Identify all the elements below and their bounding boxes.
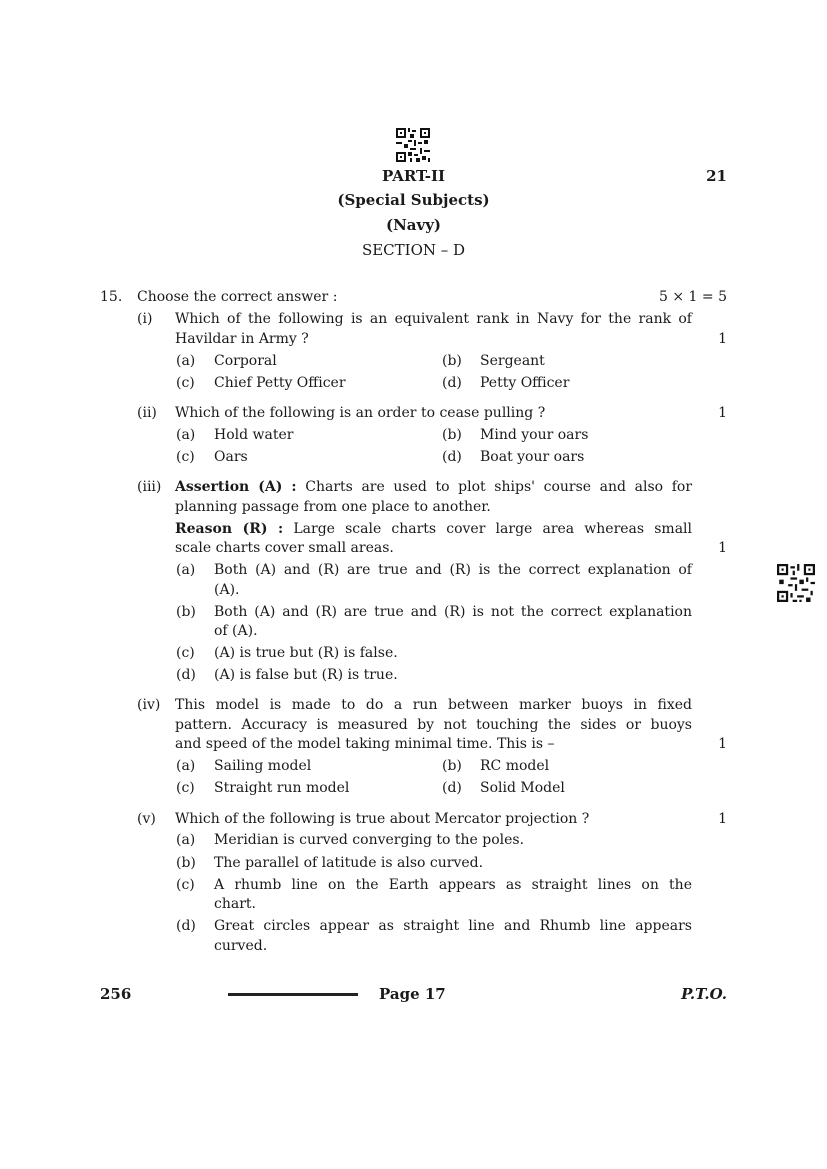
option-text: Straight run model [214, 780, 350, 796]
subquestion-marks: 1 [718, 811, 727, 827]
option-text: Petty Officer [480, 375, 570, 391]
subquestion-marks: 1 [718, 736, 727, 752]
part-title: PART-II [382, 167, 445, 185]
footer-divider [228, 993, 358, 996]
option-text: Hold water [214, 427, 294, 443]
option-label: (d) [442, 780, 462, 796]
option-text: The parallel of latitude is also curved. [214, 855, 484, 871]
subquestion-text: Which of the following is an order to cease pulling ? [175, 405, 546, 421]
option-label: (a) [176, 427, 196, 443]
option-label: (b) [176, 604, 196, 620]
subject-title: (Navy) [385, 216, 442, 234]
option-text: Sergeant [480, 353, 545, 369]
option-text: Solid Model [480, 780, 565, 796]
option-label: (b) [176, 855, 196, 871]
option-label: (d) [442, 449, 462, 465]
option-label: (c) [176, 449, 195, 465]
option-text: Both (A) and (R) are true and (R) is the correct explanation of [214, 562, 692, 578]
option-label: (a) [176, 353, 196, 369]
option-text: Both (A) and (R) are true and (R) is not the correct explanation [214, 604, 692, 620]
option-text: of (A). [214, 623, 258, 639]
option-label: (d) [176, 918, 196, 934]
subquestion-text: Havildar in Army ? [175, 331, 309, 347]
option-text: chart. [214, 896, 256, 912]
option-text: RC model [480, 758, 550, 774]
subquestion-marks: 1 [718, 405, 727, 421]
subquestion-label: (iv) [137, 697, 161, 713]
assertion-text: planning passage from one place to another. [175, 499, 491, 515]
option-text: Mind your oars [480, 427, 589, 443]
option-text: Corporal [214, 353, 277, 369]
option-label: (a) [176, 832, 196, 848]
assertion-text: Assertion (A) : Charts are used to plot ships' course and also for [175, 479, 693, 495]
question-number: 15. [100, 289, 123, 305]
option-label: (a) [176, 562, 196, 578]
option-label: (b) [442, 758, 462, 774]
option-label: (c) [176, 645, 195, 661]
option-text: Sailing model [214, 758, 312, 774]
subquestion-label: (ii) [137, 405, 157, 421]
option-label: (c) [176, 375, 195, 391]
subquestion-label: (iii) [137, 479, 162, 495]
footer-code: 256 [100, 985, 132, 1003]
reason-text: scale charts cover small areas. [175, 540, 394, 556]
option-text: A rhumb line on the Earth appears as straight lines on the [214, 877, 692, 893]
option-text: (A) is true but (R) is false. [214, 645, 398, 661]
option-label: (c) [176, 877, 195, 893]
option-text: Great circles appear as straight line and Rhumb line appears [214, 918, 692, 934]
subquestion-label: (i) [137, 311, 153, 327]
option-text: (A) is false but (R) is true. [214, 667, 398, 683]
option-label: (d) [442, 375, 462, 391]
option-label: (b) [442, 353, 462, 369]
option-text: Chief Petty Officer [214, 375, 346, 391]
subquestion-text: Which of the following is an equivalent rank in Navy for the rank of [175, 311, 692, 327]
page-number: Page 17 [379, 985, 446, 1003]
qr-code-icon [777, 564, 815, 602]
pto-label: P.T.O. [681, 985, 727, 1003]
option-text: curved. [214, 938, 268, 954]
reason-text: Reason (R) : Large scale charts cover large area whereas small [175, 521, 692, 537]
qr-code-icon [396, 128, 430, 162]
option-label: (b) [442, 427, 462, 443]
option-label: (d) [176, 667, 196, 683]
assertion-label: Assertion (A) : [175, 479, 297, 495]
subquestion-label: (v) [137, 811, 156, 827]
subquestion-text: Which of the following is true about Mercator projection ? [175, 811, 590, 827]
reason-label: Reason (R) : [175, 521, 284, 537]
subquestion-text: pattern. Accuracy is measured by not touching the sides or buoys [175, 717, 692, 733]
option-text: Meridian is curved converging to the poles. [214, 832, 525, 848]
subtitle: (Special Subjects) [337, 191, 490, 209]
subquestion-marks: 1 [718, 540, 727, 556]
page-code: 21 [706, 167, 727, 185]
question-instruction: Choose the correct answer : [137, 289, 338, 305]
section-title: SECTION – D [361, 241, 466, 259]
subquestion-marks: 1 [718, 331, 727, 347]
option-text: (A). [214, 582, 240, 598]
option-label: (c) [176, 780, 195, 796]
option-label: (a) [176, 758, 196, 774]
option-text: Boat your oars [480, 449, 585, 465]
subquestion-text: This model is made to do a run between marker buoys in fixed [175, 697, 692, 713]
question-marks: 5 × 1 = 5 [659, 289, 727, 305]
option-text: Oars [214, 449, 248, 465]
subquestion-text: and speed of the model taking minimal time. This is – [175, 736, 555, 752]
